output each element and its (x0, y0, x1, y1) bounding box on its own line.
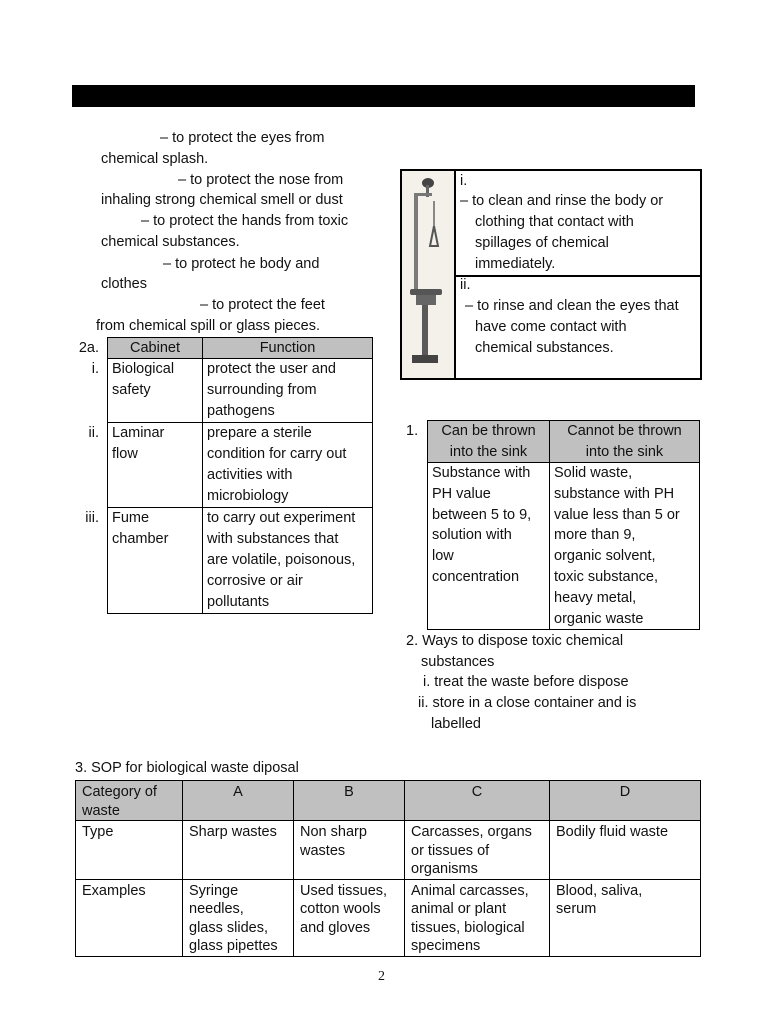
table-row (72, 508, 373, 614)
cell-line: into the sink (585, 443, 664, 460)
cabinet-table (72, 337, 373, 614)
table-row (72, 359, 373, 423)
row-label (76, 821, 183, 880)
cell-line: concentration (432, 568, 520, 585)
safety-shower-description (456, 171, 700, 277)
cell-line: surrounding from (207, 382, 317, 398)
cell-line: glass slides, (189, 919, 268, 936)
cell-line: waste (82, 802, 120, 819)
cell-line: Bodily fluid waste (556, 824, 669, 840)
ppe-line: – to protect he body and (163, 256, 320, 272)
sop-waste-table (75, 780, 701, 957)
cell-line: heavy metal, (554, 589, 637, 606)
cell-line: Non sharp (300, 824, 367, 840)
table-cell (405, 821, 550, 880)
cell-line: prepare a sterile (207, 425, 312, 441)
header-cannot-throw (550, 421, 700, 463)
table-row (428, 463, 700, 630)
cell-line: cotton wools (300, 901, 381, 917)
ppe-line: – to protect the hands from toxic (141, 213, 349, 229)
cabinet-function (203, 508, 373, 614)
cell-line: organisms (411, 861, 478, 877)
cell-line: Syringe (189, 882, 239, 899)
disposal-heading: 2. Ways to dispose toxic chemical (406, 633, 624, 649)
text-line: have come contact with (475, 319, 627, 335)
cell-line: solution with (432, 527, 512, 544)
cell-line: Blood, saliva, (556, 882, 643, 899)
disposal-line: substances (421, 654, 495, 670)
text-line: immediately. (475, 256, 556, 272)
cell-line: Examples (82, 882, 146, 899)
cabinet-name (108, 508, 203, 614)
header-a: A (183, 781, 294, 821)
cell-line: safety (112, 382, 151, 398)
safety-shower-box (400, 169, 702, 380)
disposal-line: labelled (431, 716, 481, 732)
ppe-line: inhaling strong chemical smell or dust (101, 192, 343, 208)
sop-title: 3. SOP for biological waste diposal (75, 760, 299, 776)
safety-shower-image (402, 171, 456, 378)
disposal-item: ii. store in a close container and is (418, 695, 637, 711)
cabinet-name (108, 423, 203, 508)
table-header-row (76, 781, 701, 821)
question-label: 2a. (78, 339, 99, 356)
table-cell (405, 879, 550, 956)
cell-line: to carry out experiment (207, 510, 356, 526)
table-row (76, 879, 701, 956)
page-number: 2 (378, 969, 385, 984)
cannot-throw-cell (550, 463, 700, 630)
row-number: ii. (88, 424, 99, 441)
cell-line: more than 9, (554, 527, 636, 544)
header-b: B (294, 781, 405, 821)
table-row (72, 423, 373, 508)
cabinet-name (108, 359, 203, 423)
cell-line: microbiology (207, 488, 289, 504)
cell-line: Laminar (112, 425, 165, 441)
item-number: ii. (460, 277, 471, 293)
cell-line: toxic substance, (554, 568, 658, 585)
cell-line: protect the user and (207, 361, 336, 377)
cell-line: with substances that (207, 531, 339, 547)
section-header-bar (72, 85, 695, 107)
text-line: – to clean and rinse the body or (460, 193, 664, 209)
cell-line: activities with (207, 467, 293, 483)
text-line: clothing that contact with (475, 214, 634, 230)
cell-line: are volatile, poisonous, (207, 552, 356, 568)
header-cabinet: Cabinet (108, 338, 203, 359)
table-header-row (428, 421, 700, 463)
cell-line: condition for carry out (207, 446, 347, 462)
cell-line: Substance with (432, 465, 531, 481)
cell-line: Sharp wastes (189, 824, 277, 840)
cell-line: substance with PH (554, 485, 675, 502)
ppe-line: chemical splash. (101, 151, 209, 167)
row-number: i. (91, 360, 99, 377)
cabinet-function (203, 423, 373, 508)
cell-line: and gloves (300, 919, 371, 936)
header-can-throw (428, 421, 550, 463)
cell-line: or tissues of (411, 842, 490, 859)
cell-line: organic waste (554, 610, 644, 627)
header-d: D (550, 781, 701, 821)
cell-line: needles, (189, 901, 244, 917)
cell-line: Carcasses, organs (411, 824, 532, 840)
cell-line: Type (82, 824, 114, 840)
ppe-line: – to protect the eyes from (160, 130, 325, 146)
table-cell (294, 879, 405, 956)
cell-line: Can be thrown (441, 423, 536, 439)
table-cell (183, 821, 294, 880)
text-line: spillages of chemical (475, 235, 609, 251)
ppe-line: – to protect the nose from (178, 172, 344, 188)
cell-line: glass pipettes (189, 938, 278, 954)
cell-line: specimens (411, 938, 481, 954)
cell-line: pollutants (207, 594, 270, 610)
table-row (76, 821, 701, 880)
cell-line: PH value (432, 485, 491, 502)
safety-shower-illustration (402, 171, 454, 378)
cell-line: Cannot be thrown (567, 423, 682, 439)
cell-line: value less than 5 or (554, 506, 680, 523)
cell-line: corrosive or air (207, 573, 303, 589)
cell-line: pathogens (207, 403, 275, 419)
disposal-item: i. treat the waste before dispose (423, 674, 629, 690)
can-throw-cell (428, 463, 550, 630)
cell-line: Animal carcasses, (411, 882, 529, 899)
table-cell (294, 821, 405, 880)
text-line: – to rinse and clean the eyes that (465, 298, 679, 314)
cell-line: Category of (82, 784, 157, 800)
cell-line: Solid waste, (554, 465, 633, 481)
text-line: chemical substances. (475, 340, 614, 356)
question-label: 1. (406, 423, 419, 439)
item-number: i. (460, 173, 468, 189)
sink-disposal-table (427, 420, 700, 630)
cell-line: Biological (112, 361, 175, 377)
table-header-row (72, 338, 373, 359)
cell-line: organic solvent, (554, 548, 656, 565)
header-function: Function (203, 338, 373, 359)
header-c: C (405, 781, 550, 821)
cell-line: wastes (300, 842, 346, 859)
table-cell (183, 879, 294, 956)
header-category (76, 781, 183, 821)
cell-line: flow (112, 446, 138, 462)
row-number: iii. (85, 509, 99, 526)
row-label (76, 879, 183, 956)
ppe-line: – to protect the feet (200, 297, 325, 313)
ppe-line: clothes (101, 276, 147, 292)
cell-line: Fume (112, 510, 150, 526)
cell-line: animal or plant (411, 901, 507, 917)
table-cell (550, 879, 701, 956)
cell-line: between 5 to 9, (432, 506, 532, 523)
ppe-line: chemical substances. (101, 234, 240, 250)
cell-line: low (432, 548, 454, 565)
cell-line: into the sink (449, 443, 528, 460)
cabinet-function (203, 359, 373, 423)
table-cell (550, 821, 701, 880)
cell-line: tissues, biological (411, 919, 525, 936)
cell-line: serum (556, 901, 597, 917)
eye-wash-description (456, 277, 700, 378)
ppe-line: from chemical spill or glass pieces. (96, 318, 321, 334)
cell-line: chamber (112, 531, 169, 547)
cell-line: Used tissues, (300, 882, 388, 899)
